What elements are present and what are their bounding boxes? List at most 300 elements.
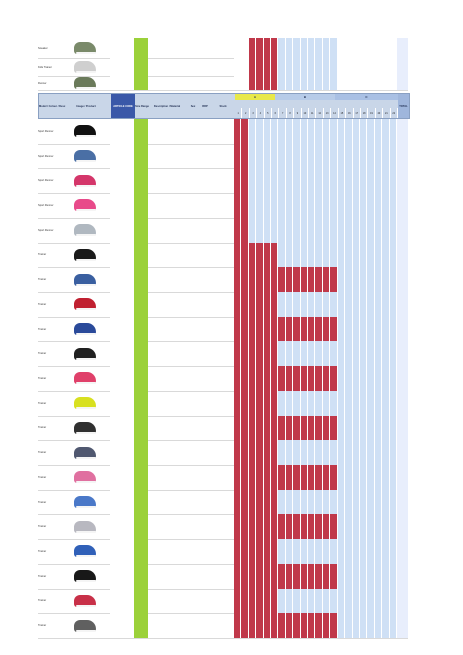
size-cell[interactable] — [330, 613, 337, 638]
size-cell[interactable] — [382, 144, 389, 169]
size-cell[interactable] — [293, 589, 300, 614]
size-cell[interactable] — [360, 514, 367, 539]
size-cell[interactable] — [271, 193, 278, 218]
size-cell[interactable] — [256, 589, 263, 614]
size-cell[interactable] — [301, 144, 308, 169]
size-cell[interactable] — [330, 218, 337, 243]
size-cell[interactable] — [264, 589, 271, 614]
size-cell[interactable] — [308, 613, 315, 638]
size-cell[interactable] — [293, 490, 300, 515]
size-cell[interactable] — [323, 341, 330, 366]
size-cell[interactable] — [375, 416, 382, 441]
size-cell[interactable] — [256, 366, 263, 391]
size-cell[interactable] — [293, 613, 300, 638]
size-cell[interactable] — [308, 38, 315, 58]
size-cell[interactable] — [323, 193, 330, 218]
size-cell[interactable] — [330, 514, 337, 539]
size-cell[interactable] — [241, 218, 248, 243]
size-cell[interactable] — [249, 514, 256, 539]
size-cell[interactable] — [360, 218, 367, 243]
size-cell[interactable] — [323, 465, 330, 490]
size-cell[interactable] — [264, 218, 271, 243]
size-cell[interactable] — [234, 589, 241, 614]
size-cell[interactable] — [271, 119, 278, 144]
size-cell[interactable] — [264, 292, 271, 317]
size-cell[interactable] — [338, 366, 345, 391]
size-cell[interactable] — [382, 168, 389, 193]
size-cell[interactable] — [382, 514, 389, 539]
size-cell[interactable] — [278, 76, 285, 90]
size-cell[interactable] — [271, 317, 278, 342]
size-cell[interactable] — [308, 366, 315, 391]
size-cell[interactable] — [241, 76, 248, 90]
size-cell[interactable] — [375, 514, 382, 539]
size-cell[interactable] — [382, 193, 389, 218]
size-cell[interactable] — [241, 366, 248, 391]
size-cell[interactable] — [390, 366, 397, 391]
size-cell[interactable] — [315, 391, 322, 416]
size-cell[interactable] — [308, 119, 315, 144]
size-cell[interactable] — [293, 341, 300, 366]
size-cell[interactable] — [315, 317, 322, 342]
size-cell[interactable] — [345, 317, 352, 342]
size-cell[interactable] — [271, 440, 278, 465]
size-cell[interactable] — [375, 38, 382, 58]
size-cell[interactable] — [301, 564, 308, 589]
size-cell[interactable] — [293, 218, 300, 243]
size-cell[interactable] — [323, 168, 330, 193]
size-cell[interactable] — [375, 119, 382, 144]
size-cell[interactable] — [390, 267, 397, 292]
size-cell[interactable] — [375, 218, 382, 243]
size-cell[interactable] — [286, 539, 293, 564]
size-cell[interactable] — [390, 317, 397, 342]
size-cell[interactable] — [308, 341, 315, 366]
size-cell[interactable] — [375, 76, 382, 90]
size-cell[interactable] — [293, 539, 300, 564]
size-cell[interactable] — [367, 38, 374, 58]
size-cell[interactable] — [330, 119, 337, 144]
size-cell[interactable] — [353, 144, 360, 169]
size-cell[interactable] — [330, 38, 337, 58]
size-cell[interactable] — [390, 292, 397, 317]
size-cell[interactable] — [338, 193, 345, 218]
size-cell[interactable] — [367, 292, 374, 317]
size-cell[interactable] — [382, 267, 389, 292]
size-cell[interactable] — [256, 193, 263, 218]
size-cell[interactable] — [234, 168, 241, 193]
size-cell[interactable] — [286, 292, 293, 317]
size-cell[interactable] — [338, 218, 345, 243]
size-cell[interactable] — [278, 218, 285, 243]
size-cell[interactable] — [338, 144, 345, 169]
size-cell[interactable] — [315, 366, 322, 391]
size-cell[interactable] — [278, 490, 285, 515]
size-cell[interactable] — [249, 168, 256, 193]
size-cell[interactable] — [264, 243, 271, 268]
size-cell[interactable] — [241, 144, 248, 169]
size-cell[interactable] — [375, 168, 382, 193]
size-cell[interactable] — [249, 564, 256, 589]
size-cell[interactable] — [315, 119, 322, 144]
size-cell[interactable] — [382, 38, 389, 58]
size-cell[interactable] — [390, 613, 397, 638]
size-cell[interactable] — [301, 416, 308, 441]
size-cell[interactable] — [353, 243, 360, 268]
size-cell[interactable] — [241, 119, 248, 144]
size-cell[interactable] — [308, 218, 315, 243]
size-cell[interactable] — [338, 267, 345, 292]
size-cell[interactable] — [264, 341, 271, 366]
size-cell[interactable] — [390, 144, 397, 169]
size-cell[interactable] — [241, 391, 248, 416]
size-cell[interactable] — [278, 589, 285, 614]
size-cell[interactable] — [338, 341, 345, 366]
size-cell[interactable] — [338, 391, 345, 416]
size-cell[interactable] — [249, 391, 256, 416]
size-cell[interactable] — [360, 440, 367, 465]
size-cell[interactable] — [286, 564, 293, 589]
size-cell[interactable] — [249, 119, 256, 144]
size-cell[interactable] — [390, 38, 397, 58]
size-cell[interactable] — [249, 218, 256, 243]
size-cell[interactable] — [353, 292, 360, 317]
size-cell[interactable] — [264, 366, 271, 391]
size-cell[interactable] — [375, 193, 382, 218]
size-cell[interactable] — [271, 490, 278, 515]
size-cell[interactable] — [271, 218, 278, 243]
size-cell[interactable] — [338, 539, 345, 564]
size-cell[interactable] — [264, 38, 271, 58]
size-cell[interactable] — [323, 267, 330, 292]
size-cell[interactable] — [271, 613, 278, 638]
size-cell[interactable] — [256, 144, 263, 169]
size-cell[interactable] — [278, 168, 285, 193]
size-cell[interactable] — [293, 144, 300, 169]
size-cell[interactable] — [308, 292, 315, 317]
size-cell[interactable] — [338, 119, 345, 144]
size-cell[interactable] — [367, 366, 374, 391]
size-cell[interactable] — [338, 76, 345, 90]
size-cell[interactable] — [249, 243, 256, 268]
size-cell[interactable] — [338, 490, 345, 515]
size-cell[interactable] — [315, 193, 322, 218]
size-cell[interactable] — [345, 539, 352, 564]
size-cell[interactable] — [375, 391, 382, 416]
size-cell[interactable] — [286, 38, 293, 58]
size-cell[interactable] — [308, 243, 315, 268]
size-cell[interactable] — [360, 119, 367, 144]
size-cell[interactable] — [249, 440, 256, 465]
size-cell[interactable] — [375, 465, 382, 490]
size-cell[interactable] — [293, 243, 300, 268]
size-cell[interactable] — [353, 564, 360, 589]
size-cell[interactable] — [360, 589, 367, 614]
size-cell[interactable] — [353, 539, 360, 564]
size-cell[interactable] — [375, 539, 382, 564]
size-cell[interactable] — [264, 613, 271, 638]
size-cell[interactable] — [315, 465, 322, 490]
size-cell[interactable] — [264, 76, 271, 90]
size-cell[interactable] — [360, 267, 367, 292]
size-cell[interactable] — [308, 144, 315, 169]
size-cell[interactable] — [390, 76, 397, 90]
size-cell[interactable] — [301, 341, 308, 366]
size-cell[interactable] — [241, 292, 248, 317]
size-cell[interactable] — [323, 292, 330, 317]
size-cell[interactable] — [286, 243, 293, 268]
size-cell[interactable] — [234, 465, 241, 490]
size-cell[interactable] — [308, 317, 315, 342]
size-cell[interactable] — [271, 144, 278, 169]
size-cell[interactable] — [264, 119, 271, 144]
size-cell[interactable] — [293, 58, 300, 76]
size-cell[interactable] — [390, 465, 397, 490]
size-cell[interactable] — [330, 168, 337, 193]
size-cell[interactable] — [286, 440, 293, 465]
size-cell[interactable] — [390, 416, 397, 441]
size-cell[interactable] — [353, 76, 360, 90]
size-cell[interactable] — [278, 366, 285, 391]
size-cell[interactable] — [301, 193, 308, 218]
size-cell[interactable] — [353, 38, 360, 58]
size-cell[interactable] — [241, 539, 248, 564]
size-cell[interactable] — [360, 292, 367, 317]
size-cell[interactable] — [353, 514, 360, 539]
size-cell[interactable] — [301, 514, 308, 539]
size-cell[interactable] — [249, 58, 256, 76]
size-cell[interactable] — [264, 564, 271, 589]
size-cell[interactable] — [382, 465, 389, 490]
size-cell[interactable] — [308, 76, 315, 90]
size-cell[interactable] — [353, 391, 360, 416]
size-cell[interactable] — [264, 267, 271, 292]
size-cell[interactable] — [308, 490, 315, 515]
size-cell[interactable] — [345, 58, 352, 76]
size-cell[interactable] — [330, 243, 337, 268]
size-cell[interactable] — [367, 416, 374, 441]
size-cell[interactable] — [286, 168, 293, 193]
size-cell[interactable] — [360, 416, 367, 441]
size-cell[interactable] — [256, 119, 263, 144]
size-cell[interactable] — [345, 292, 352, 317]
size-cell[interactable] — [345, 119, 352, 144]
size-cell[interactable] — [308, 539, 315, 564]
size-cell[interactable] — [367, 243, 374, 268]
size-cell[interactable] — [278, 267, 285, 292]
size-cell[interactable] — [256, 539, 263, 564]
size-cell[interactable] — [286, 613, 293, 638]
size-cell[interactable] — [315, 539, 322, 564]
size-cell[interactable] — [353, 58, 360, 76]
size-cell[interactable] — [323, 589, 330, 614]
size-cell[interactable] — [367, 218, 374, 243]
size-cell[interactable] — [315, 564, 322, 589]
size-cell[interactable] — [345, 416, 352, 441]
size-cell[interactable] — [323, 218, 330, 243]
size-cell[interactable] — [382, 613, 389, 638]
size-cell[interactable] — [353, 341, 360, 366]
size-cell[interactable] — [330, 144, 337, 169]
size-cell[interactable] — [353, 193, 360, 218]
size-cell[interactable] — [271, 341, 278, 366]
size-cell[interactable] — [286, 416, 293, 441]
size-cell[interactable] — [278, 317, 285, 342]
size-cell[interactable] — [367, 119, 374, 144]
size-cell[interactable] — [323, 490, 330, 515]
size-cell[interactable] — [241, 416, 248, 441]
size-cell[interactable] — [301, 267, 308, 292]
size-cell[interactable] — [234, 440, 241, 465]
size-cell[interactable] — [278, 613, 285, 638]
size-cell[interactable] — [293, 38, 300, 58]
size-cell[interactable] — [271, 589, 278, 614]
size-cell[interactable] — [301, 218, 308, 243]
size-cell[interactable] — [301, 168, 308, 193]
size-cell[interactable] — [234, 416, 241, 441]
size-cell[interactable] — [249, 341, 256, 366]
size-cell[interactable] — [345, 490, 352, 515]
size-cell[interactable] — [278, 564, 285, 589]
size-cell[interactable] — [375, 267, 382, 292]
size-cell[interactable] — [367, 341, 374, 366]
size-cell[interactable] — [315, 589, 322, 614]
size-cell[interactable] — [293, 440, 300, 465]
size-cell[interactable] — [345, 193, 352, 218]
size-cell[interactable] — [345, 366, 352, 391]
size-cell[interactable] — [360, 490, 367, 515]
size-cell[interactable] — [264, 440, 271, 465]
size-cell[interactable] — [256, 613, 263, 638]
size-cell[interactable] — [271, 366, 278, 391]
size-cell[interactable] — [256, 490, 263, 515]
size-cell[interactable] — [382, 366, 389, 391]
size-cell[interactable] — [390, 589, 397, 614]
size-cell[interactable] — [390, 391, 397, 416]
size-cell[interactable] — [345, 465, 352, 490]
size-cell[interactable] — [353, 317, 360, 342]
size-cell[interactable] — [375, 317, 382, 342]
size-cell[interactable] — [345, 391, 352, 416]
size-cell[interactable] — [286, 366, 293, 391]
size-cell[interactable] — [301, 391, 308, 416]
size-cell[interactable] — [360, 391, 367, 416]
size-cell[interactable] — [330, 539, 337, 564]
size-cell[interactable] — [256, 218, 263, 243]
size-cell[interactable] — [330, 58, 337, 76]
size-cell[interactable] — [330, 267, 337, 292]
size-cell[interactable] — [367, 168, 374, 193]
size-cell[interactable] — [345, 613, 352, 638]
size-cell[interactable] — [308, 416, 315, 441]
size-cell[interactable] — [293, 416, 300, 441]
size-cell[interactable] — [382, 440, 389, 465]
size-cell[interactable] — [256, 391, 263, 416]
size-cell[interactable] — [301, 119, 308, 144]
size-cell[interactable] — [256, 514, 263, 539]
size-cell[interactable] — [249, 193, 256, 218]
size-cell[interactable] — [323, 366, 330, 391]
size-cell[interactable] — [382, 243, 389, 268]
size-cell[interactable] — [286, 193, 293, 218]
size-cell[interactable] — [323, 317, 330, 342]
size-cell[interactable] — [241, 243, 248, 268]
size-cell[interactable] — [390, 193, 397, 218]
size-cell[interactable] — [234, 613, 241, 638]
size-cell[interactable] — [353, 168, 360, 193]
size-cell[interactable] — [241, 267, 248, 292]
size-cell[interactable] — [286, 76, 293, 90]
size-cell[interactable] — [241, 490, 248, 515]
size-cell[interactable] — [234, 292, 241, 317]
size-cell[interactable] — [286, 218, 293, 243]
size-cell[interactable] — [286, 465, 293, 490]
size-cell[interactable] — [353, 119, 360, 144]
size-cell[interactable] — [330, 391, 337, 416]
size-cell[interactable] — [271, 76, 278, 90]
size-cell[interactable] — [390, 341, 397, 366]
size-cell[interactable] — [256, 76, 263, 90]
size-cell[interactable] — [308, 465, 315, 490]
size-cell[interactable] — [367, 267, 374, 292]
size-cell[interactable] — [390, 119, 397, 144]
size-cell[interactable] — [249, 76, 256, 90]
size-cell[interactable] — [382, 119, 389, 144]
size-cell[interactable] — [301, 490, 308, 515]
size-cell[interactable] — [315, 514, 322, 539]
size-cell[interactable] — [390, 440, 397, 465]
size-cell[interactable] — [249, 490, 256, 515]
size-cell[interactable] — [390, 58, 397, 76]
size-cell[interactable] — [278, 416, 285, 441]
size-cell[interactable] — [234, 514, 241, 539]
size-cell[interactable] — [360, 613, 367, 638]
size-cell[interactable] — [353, 490, 360, 515]
size-cell[interactable] — [330, 589, 337, 614]
size-cell[interactable] — [234, 341, 241, 366]
size-cell[interactable] — [323, 440, 330, 465]
size-cell[interactable] — [264, 514, 271, 539]
size-cell[interactable] — [286, 589, 293, 614]
size-cell[interactable] — [315, 218, 322, 243]
size-cell[interactable] — [286, 144, 293, 169]
size-cell[interactable] — [286, 341, 293, 366]
size-cell[interactable] — [278, 440, 285, 465]
size-cell[interactable] — [278, 38, 285, 58]
size-cell[interactable] — [390, 539, 397, 564]
size-cell[interactable] — [301, 440, 308, 465]
size-cell[interactable] — [375, 144, 382, 169]
size-cell[interactable] — [286, 119, 293, 144]
size-cell[interactable] — [278, 144, 285, 169]
size-cell[interactable] — [278, 243, 285, 268]
size-cell[interactable] — [367, 564, 374, 589]
size-cell[interactable] — [264, 193, 271, 218]
size-cell[interactable] — [338, 243, 345, 268]
size-cell[interactable] — [390, 243, 397, 268]
size-cell[interactable] — [323, 391, 330, 416]
size-cell[interactable] — [278, 58, 285, 76]
size-cell[interactable] — [308, 514, 315, 539]
size-cell[interactable] — [360, 193, 367, 218]
size-cell[interactable] — [249, 38, 256, 58]
size-cell[interactable] — [367, 490, 374, 515]
size-cell[interactable] — [241, 564, 248, 589]
size-cell[interactable] — [382, 317, 389, 342]
size-cell[interactable] — [241, 317, 248, 342]
size-cell[interactable] — [367, 317, 374, 342]
size-cell[interactable] — [234, 317, 241, 342]
